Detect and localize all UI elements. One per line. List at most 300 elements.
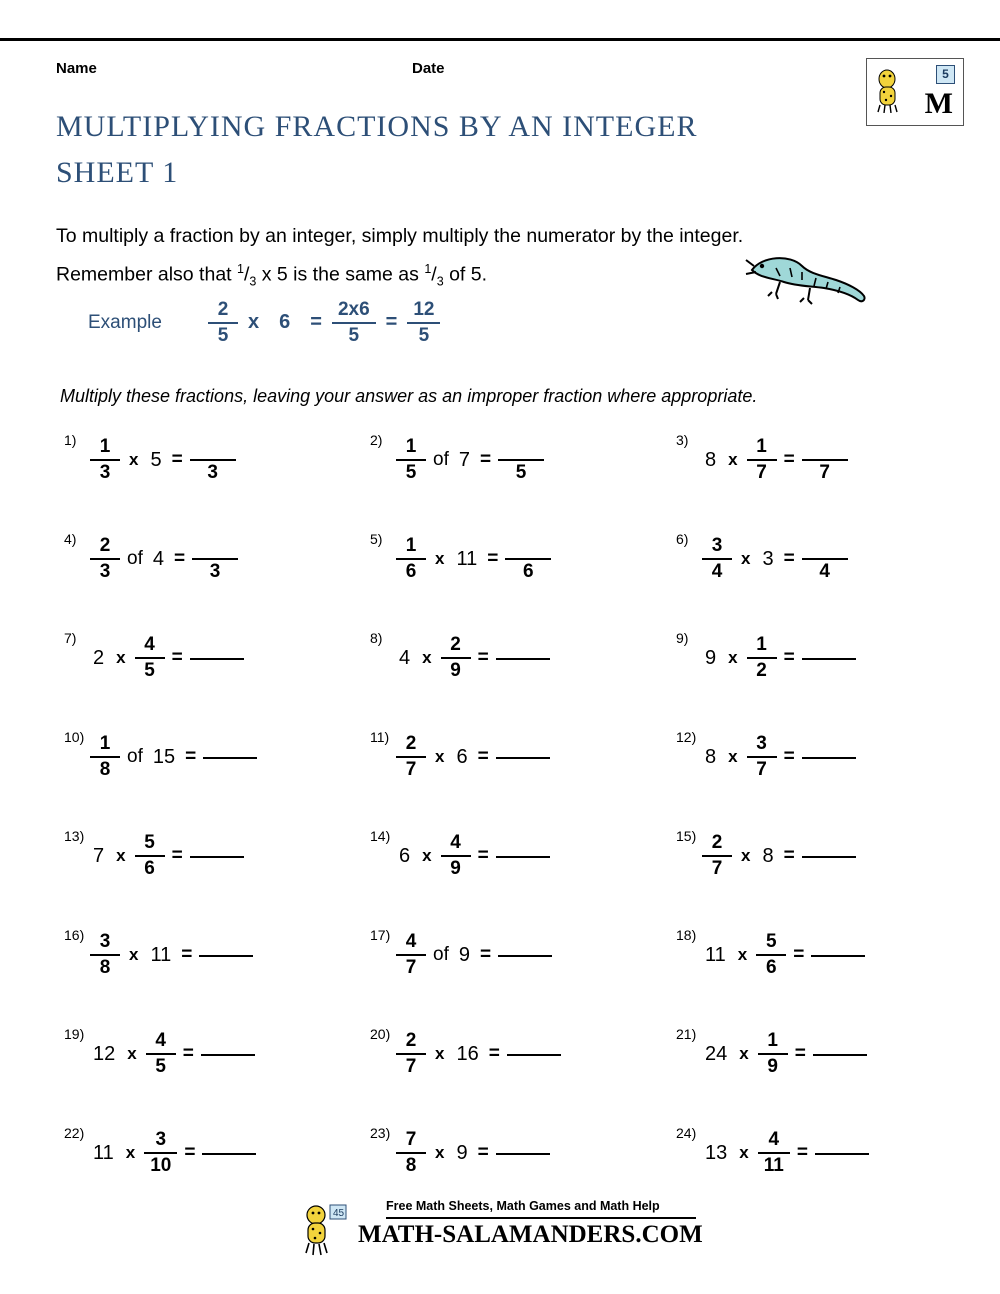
question-fraction-denominator: 7 bbox=[711, 858, 723, 879]
integer-operand: 6 bbox=[399, 844, 411, 867]
example-integer: 6 bbox=[279, 311, 291, 334]
question-fraction-denominator: 7 bbox=[405, 1056, 417, 1077]
example-fraction-denominator: 5 bbox=[217, 324, 229, 346]
integer-operand: 24 bbox=[705, 1042, 728, 1065]
question-item bbox=[46, 721, 352, 820]
question-fraction-denominator: 9 bbox=[767, 1056, 778, 1077]
question-row bbox=[46, 523, 966, 622]
intro-line-2: Remember also that $^1/_3$ x 5 is the same as $^1/_3$ of 5. bbox=[56, 262, 488, 289]
question-fraction-numerator: 7 bbox=[405, 1129, 417, 1151]
salamander-logo bbox=[866, 58, 964, 126]
example-result-1-numerator: 2x6 bbox=[337, 299, 370, 320]
question-fraction-denominator: 5 bbox=[405, 462, 417, 483]
question-expression bbox=[90, 428, 236, 492]
answer-numerator-blank[interactable] bbox=[190, 437, 236, 457]
question-fraction-bar bbox=[396, 1053, 426, 1055]
equals-sign: = bbox=[783, 548, 795, 569]
page-title bbox=[56, 104, 697, 196]
question-expression bbox=[90, 1022, 255, 1086]
answer-denominator: 7 bbox=[819, 462, 830, 484]
question-fraction-bar bbox=[441, 855, 471, 857]
operator: of bbox=[433, 944, 449, 965]
operator: of bbox=[127, 746, 143, 767]
integer-operand: 9 bbox=[458, 943, 470, 966]
question-item bbox=[352, 820, 658, 919]
question-expression bbox=[702, 428, 848, 492]
answer-fraction-bar bbox=[192, 558, 238, 560]
example-fraction-numerator: 2 bbox=[217, 299, 229, 320]
question-fraction bbox=[135, 635, 165, 681]
question-number: 17) bbox=[370, 927, 391, 943]
equals-sign: = bbox=[793, 944, 805, 965]
question-fraction-bar bbox=[135, 657, 165, 659]
question-fraction-numerator: 2 bbox=[711, 832, 723, 854]
question-expression bbox=[702, 626, 856, 690]
question-expression bbox=[396, 824, 550, 888]
example-equals-2: = bbox=[385, 311, 398, 334]
operator: x bbox=[129, 945, 139, 964]
operator: x bbox=[739, 1143, 749, 1162]
page-title-line1: MULTIPLYING FRACTIONS BY AN INTEGER bbox=[56, 110, 698, 143]
operator: x bbox=[728, 450, 738, 469]
question-number: 7) bbox=[64, 630, 77, 646]
question-number: 13) bbox=[64, 828, 85, 844]
question-item bbox=[46, 523, 352, 622]
question-item bbox=[46, 820, 352, 919]
example-result-1 bbox=[332, 300, 376, 346]
operator: of bbox=[433, 449, 449, 470]
equals-sign: = bbox=[171, 647, 183, 668]
operator: x bbox=[127, 1044, 137, 1063]
operator: x bbox=[422, 648, 432, 667]
equals-sign: = bbox=[783, 746, 795, 767]
question-item bbox=[658, 622, 964, 721]
question-expression bbox=[396, 725, 550, 789]
question-fraction-denominator: 7 bbox=[405, 759, 417, 780]
answer-blank-line[interactable] bbox=[190, 856, 244, 858]
answer-fraction-bar bbox=[505, 558, 551, 560]
answer-numerator-blank[interactable] bbox=[802, 536, 848, 556]
question-row bbox=[46, 820, 966, 919]
answer-denominator: 3 bbox=[209, 561, 221, 583]
integer-operand: 4 bbox=[399, 646, 411, 669]
answer-fraction-bar bbox=[802, 459, 848, 461]
answer-denominator: 3 bbox=[207, 462, 218, 484]
operator: x bbox=[116, 846, 126, 865]
question-fraction-numerator: 3 bbox=[155, 1129, 167, 1151]
question-number: 18) bbox=[676, 927, 697, 943]
answer-fraction-bar bbox=[498, 459, 544, 461]
integer-operand: 7 bbox=[93, 844, 105, 867]
integer-operand: 8 bbox=[762, 844, 774, 867]
question-expression bbox=[396, 1022, 561, 1086]
question-fraction-bar bbox=[90, 954, 120, 956]
footer-brand: MATH-SALAMANDERS.COM bbox=[358, 1221, 703, 1248]
intro-line-1: To multiply a fraction by an integer, simply multiply the numerator by the integer. bbox=[56, 225, 744, 247]
question-fraction-denominator: 3 bbox=[99, 462, 111, 483]
question-fraction bbox=[758, 1130, 790, 1176]
svg-text:45: 45 bbox=[333, 1208, 345, 1219]
answer-denominator: 4 bbox=[819, 561, 830, 583]
question-fraction-numerator: 4 bbox=[768, 1129, 780, 1151]
question-row bbox=[46, 622, 966, 721]
question-fraction bbox=[135, 833, 165, 879]
question-fraction-denominator: 5 bbox=[144, 660, 155, 681]
question-fraction-numerator: 3 bbox=[99, 931, 111, 953]
operator: x bbox=[435, 549, 445, 568]
operator: x bbox=[728, 648, 738, 667]
equals-sign: = bbox=[487, 548, 499, 569]
question-fraction-bar bbox=[90, 756, 120, 758]
equals-sign: = bbox=[182, 1043, 194, 1064]
question-fraction-denominator: 8 bbox=[99, 759, 111, 780]
integer-operand: 6 bbox=[456, 745, 468, 768]
example-result-2-denominator: 5 bbox=[418, 324, 430, 346]
question-fraction-denominator: 2 bbox=[756, 660, 767, 681]
question-fraction bbox=[747, 437, 777, 483]
question-fraction-bar bbox=[90, 558, 120, 560]
question-fraction-denominator: 9 bbox=[450, 660, 461, 681]
question-number: 6) bbox=[676, 531, 689, 547]
question-number: 1) bbox=[64, 432, 77, 448]
question-fraction-numerator: 5 bbox=[144, 832, 155, 854]
question-fraction bbox=[90, 437, 120, 483]
question-expression bbox=[396, 626, 550, 690]
question-number: 22) bbox=[64, 1125, 85, 1141]
question-fraction-numerator: 4 bbox=[405, 931, 417, 953]
question-expression bbox=[702, 824, 856, 888]
question-fraction bbox=[396, 437, 426, 483]
intro-frac1-num: 1 bbox=[237, 262, 244, 276]
equals-sign: = bbox=[185, 746, 197, 767]
answer-blank-line[interactable] bbox=[496, 1153, 550, 1155]
answer-fraction-blank[interactable] bbox=[190, 437, 236, 483]
question-fraction-bar bbox=[396, 459, 426, 461]
question-fraction-bar bbox=[396, 954, 426, 956]
question-fraction-bar bbox=[702, 855, 732, 857]
question-number: 4) bbox=[64, 531, 77, 547]
question-item bbox=[46, 622, 352, 721]
operator: x bbox=[435, 747, 445, 766]
integer-operand: 4 bbox=[152, 547, 164, 570]
footer-tagline: Free Math Sheets, Math Games and Math Help bbox=[386, 1199, 660, 1213]
integer-operand: 11 bbox=[150, 943, 172, 966]
question-item bbox=[352, 1018, 658, 1117]
question-fraction bbox=[144, 1130, 177, 1176]
question-fraction-numerator: 3 bbox=[756, 733, 767, 755]
question-fraction-bar bbox=[747, 756, 777, 758]
question-fraction-numerator: 4 bbox=[155, 1030, 166, 1052]
operator: x bbox=[435, 1044, 445, 1063]
intro-frac2-num: 1 bbox=[424, 262, 432, 276]
question-fraction-denominator: 7 bbox=[405, 957, 417, 978]
question-fraction bbox=[90, 932, 120, 978]
equals-sign: = bbox=[794, 1043, 806, 1064]
example-fraction-bar bbox=[208, 322, 238, 324]
question-fraction-bar bbox=[146, 1053, 176, 1055]
equals-sign: = bbox=[783, 647, 795, 668]
answer-blank-line[interactable] bbox=[190, 658, 244, 660]
question-row bbox=[46, 1018, 966, 1117]
equals-sign: = bbox=[783, 449, 795, 470]
answer-numerator-blank[interactable] bbox=[498, 437, 544, 457]
question-number: 21) bbox=[676, 1026, 697, 1042]
salamander-icon bbox=[873, 67, 903, 113]
question-fraction-bar bbox=[758, 1152, 790, 1154]
question-row bbox=[46, 721, 966, 820]
question-row bbox=[46, 424, 966, 523]
question-fraction-denominator: 7 bbox=[756, 759, 767, 780]
question-expression bbox=[90, 725, 257, 789]
answer-blank-line[interactable] bbox=[811, 955, 865, 957]
answer-blank-line[interactable] bbox=[802, 856, 856, 858]
example-equals-1: = bbox=[310, 311, 322, 334]
equals-sign: = bbox=[477, 746, 489, 767]
answer-blank-line[interactable] bbox=[496, 658, 550, 660]
question-number: 16) bbox=[64, 927, 85, 943]
example-result-2-bar bbox=[407, 322, 440, 324]
question-fraction bbox=[756, 932, 786, 978]
operator: x bbox=[125, 1143, 136, 1162]
question-fraction-bar bbox=[702, 558, 732, 560]
question-number: 11) bbox=[370, 729, 390, 745]
question-item bbox=[352, 424, 658, 523]
footer-salamander-icon bbox=[300, 1203, 356, 1257]
lizard-icon bbox=[732, 246, 872, 316]
integer-operand: 9 bbox=[705, 646, 717, 669]
question-fraction-bar bbox=[135, 855, 165, 857]
question-fraction-numerator: 1 bbox=[405, 436, 417, 458]
equals-sign: = bbox=[171, 449, 183, 470]
answer-numerator-blank[interactable] bbox=[802, 437, 848, 457]
question-item bbox=[46, 1018, 352, 1117]
question-fraction-denominator: 5 bbox=[155, 1056, 166, 1077]
answer-fraction-blank[interactable] bbox=[192, 536, 238, 582]
question-fraction-numerator: 1 bbox=[756, 436, 767, 458]
integer-operand: 8 bbox=[705, 448, 717, 471]
answer-fraction-blank[interactable] bbox=[802, 437, 848, 483]
top-divider bbox=[0, 38, 1000, 41]
operator: x bbox=[129, 450, 139, 469]
integer-operand: 15 bbox=[152, 745, 176, 768]
example-result-1-bar bbox=[332, 322, 376, 324]
question-expression bbox=[702, 527, 848, 591]
question-expression bbox=[396, 1121, 550, 1185]
question-item bbox=[352, 919, 658, 1018]
question-fraction-denominator: 4 bbox=[711, 561, 723, 582]
question-item bbox=[352, 523, 658, 622]
operator: x bbox=[422, 846, 432, 865]
operator: x bbox=[737, 945, 748, 964]
question-fraction-denominator: 8 bbox=[99, 957, 111, 978]
question-number: 12) bbox=[676, 729, 697, 745]
question-fraction-denominator: 7 bbox=[756, 462, 767, 483]
equals-sign: = bbox=[488, 1043, 500, 1064]
question-fraction-bar bbox=[441, 657, 471, 659]
question-grid bbox=[46, 424, 966, 1216]
answer-blank-line[interactable] bbox=[203, 757, 257, 759]
equals-sign: = bbox=[479, 449, 492, 470]
question-fraction-numerator: 1 bbox=[99, 733, 111, 755]
answer-fraction-blank[interactable] bbox=[498, 437, 544, 483]
question-fraction-bar bbox=[396, 558, 426, 560]
question-fraction-numerator: 1 bbox=[767, 1030, 778, 1052]
equals-sign: = bbox=[477, 845, 489, 866]
question-expression bbox=[90, 923, 253, 987]
integer-operand: 2 bbox=[93, 646, 105, 669]
question-item bbox=[658, 919, 964, 1018]
answer-fraction-bar bbox=[190, 459, 236, 461]
answer-blank-line[interactable] bbox=[802, 757, 856, 759]
footer-divider bbox=[386, 1217, 696, 1219]
intro-frac2-den: 3 bbox=[436, 274, 444, 289]
question-number: 20) bbox=[370, 1026, 391, 1042]
example-times-operator: x bbox=[248, 311, 260, 334]
question-number: 8) bbox=[370, 630, 383, 646]
integer-operand: 8 bbox=[705, 745, 717, 768]
answer-blank-line[interactable] bbox=[199, 955, 253, 957]
integer-operand: 11 bbox=[456, 547, 478, 570]
question-fraction-numerator: 4 bbox=[450, 832, 461, 854]
answer-blank-line[interactable] bbox=[202, 1153, 256, 1155]
question-fraction-bar bbox=[758, 1053, 788, 1055]
page-footer bbox=[0, 1197, 1000, 1266]
question-expression bbox=[702, 725, 856, 789]
answer-blank-line[interactable] bbox=[498, 955, 552, 957]
equals-sign: = bbox=[796, 1142, 808, 1163]
question-fraction bbox=[90, 734, 120, 780]
question-expression bbox=[90, 626, 244, 690]
answer-fraction-blank[interactable] bbox=[505, 536, 551, 582]
question-item bbox=[658, 523, 964, 622]
question-expression bbox=[702, 1022, 867, 1086]
date-label: Date bbox=[412, 60, 445, 77]
operator: x bbox=[739, 1044, 749, 1063]
question-fraction bbox=[758, 1031, 788, 1077]
answer-blank-line[interactable] bbox=[201, 1054, 255, 1056]
example-equation bbox=[208, 300, 440, 346]
integer-operand: 5 bbox=[150, 448, 162, 471]
question-fraction bbox=[90, 536, 120, 582]
logo-letter: M bbox=[924, 87, 953, 120]
question-fraction-numerator: 1 bbox=[99, 436, 111, 458]
example-result-2-numerator: 12 bbox=[413, 299, 435, 320]
question-item bbox=[658, 721, 964, 820]
question-fraction-numerator: 2 bbox=[450, 634, 461, 656]
question-item bbox=[658, 820, 964, 919]
example-result-2 bbox=[407, 300, 440, 346]
operator: x bbox=[741, 846, 751, 865]
equals-sign: = bbox=[171, 845, 183, 866]
question-item bbox=[46, 919, 352, 1018]
question-expression bbox=[702, 923, 865, 987]
equals-sign: = bbox=[173, 548, 186, 569]
question-item bbox=[658, 424, 964, 523]
intro-frac1-den: 3 bbox=[249, 274, 257, 289]
question-expression bbox=[396, 428, 544, 492]
question-fraction-denominator: 6 bbox=[765, 957, 777, 978]
answer-blank-line[interactable] bbox=[815, 1153, 869, 1155]
question-number: 5) bbox=[370, 531, 383, 547]
question-fraction-numerator: 5 bbox=[765, 931, 777, 953]
question-number: 24) bbox=[676, 1125, 697, 1141]
question-number: 15) bbox=[676, 828, 697, 844]
question-item bbox=[352, 721, 658, 820]
answer-numerator-blank[interactable] bbox=[505, 536, 551, 556]
question-fraction bbox=[396, 734, 426, 780]
question-number: 9) bbox=[676, 630, 689, 646]
integer-operand: 11 bbox=[93, 1141, 114, 1164]
question-fraction bbox=[146, 1031, 176, 1077]
question-fraction bbox=[702, 833, 732, 879]
question-number: 3) bbox=[676, 432, 689, 448]
question-fraction-denominator: 10 bbox=[150, 1155, 172, 1176]
instruction-text: Multiply these fractions, leaving your answer as an improper fraction where appropriate. bbox=[60, 386, 758, 406]
question-item bbox=[352, 622, 658, 721]
operator: x bbox=[435, 1143, 445, 1162]
name-label: Name bbox=[56, 60, 97, 77]
question-fraction-denominator: 8 bbox=[405, 1155, 417, 1176]
integer-operand: 9 bbox=[456, 1141, 468, 1164]
question-fraction bbox=[396, 1031, 426, 1077]
question-fraction-bar bbox=[756, 954, 786, 956]
answer-blank-line[interactable] bbox=[496, 856, 550, 858]
equals-sign: = bbox=[479, 944, 492, 965]
page-title-line2: SHEET 1 bbox=[56, 156, 179, 189]
integer-operand: 13 bbox=[705, 1141, 728, 1164]
integer-operand: 3 bbox=[762, 547, 774, 570]
operator: x bbox=[728, 747, 738, 766]
question-fraction bbox=[747, 734, 777, 780]
question-fraction bbox=[396, 536, 426, 582]
question-fraction-denominator: 11 bbox=[763, 1155, 784, 1176]
question-expression bbox=[702, 1121, 869, 1185]
equals-sign: = bbox=[477, 1142, 489, 1163]
equals-sign: = bbox=[783, 845, 795, 866]
integer-operand: 16 bbox=[456, 1042, 479, 1065]
question-number: 23) bbox=[370, 1125, 391, 1141]
answer-fraction-blank[interactable] bbox=[802, 536, 848, 582]
integer-operand: 7 bbox=[458, 448, 470, 471]
question-item bbox=[658, 1018, 964, 1117]
equals-sign: = bbox=[477, 647, 489, 668]
answer-blank-line[interactable] bbox=[813, 1054, 867, 1056]
question-row bbox=[46, 919, 966, 1018]
answer-denominator: 5 bbox=[515, 462, 527, 484]
integer-operand: 11 bbox=[705, 943, 726, 966]
question-fraction-numerator: 2 bbox=[99, 535, 111, 557]
answer-blank-line[interactable] bbox=[496, 757, 550, 759]
question-fraction-denominator: 6 bbox=[144, 858, 155, 879]
question-fraction-numerator: 2 bbox=[405, 1030, 417, 1052]
operator: x bbox=[741, 549, 751, 568]
question-fraction-bar bbox=[144, 1152, 177, 1154]
question-number: 14) bbox=[370, 828, 391, 844]
question-fraction bbox=[396, 1130, 426, 1176]
question-fraction-numerator: 4 bbox=[144, 634, 155, 656]
question-item bbox=[46, 424, 352, 523]
answer-blank-line[interactable] bbox=[507, 1054, 561, 1056]
grade-badge: 5 bbox=[936, 65, 955, 84]
answer-numerator-blank[interactable] bbox=[192, 536, 238, 556]
intro-line2-mid: x 5 is the same as bbox=[256, 263, 425, 286]
operator: x bbox=[116, 648, 126, 667]
equals-sign: = bbox=[184, 1142, 196, 1163]
answer-blank-line[interactable] bbox=[802, 658, 856, 660]
question-number: 10) bbox=[64, 729, 85, 745]
question-expression bbox=[90, 1121, 256, 1185]
question-fraction-bar bbox=[396, 756, 426, 758]
